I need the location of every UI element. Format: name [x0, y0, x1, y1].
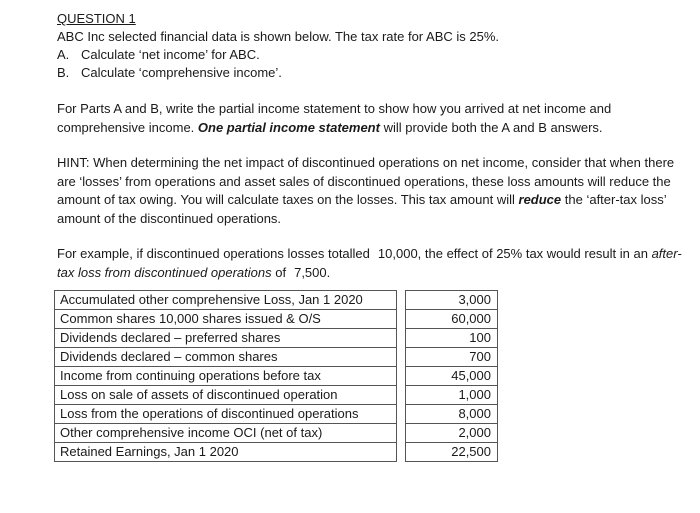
question-document [57, 10, 687, 462]
table-row [55, 443, 498, 462]
hint-text-before: HINT: When determining the net impact of discontinued operations on net income, consider that when there are ‘losses’ from operations and asset sales of discontinued operations, these loss amounts will reduce the amount of tax owing. You will calculate taxes on the losses. This tax amount will [57, 155, 675, 207]
row-label: Income from continuing operations before tax [55, 367, 397, 386]
row-label: Dividends declared – common shares [55, 348, 397, 367]
row-value: 100 [406, 329, 498, 348]
part-a-marker: A. [57, 47, 70, 62]
instructions-text-before: For Parts A and B, write the partial income statement to show how you arrived at net income and comprehensive income. [57, 101, 612, 135]
row-value: 3,000 [406, 291, 498, 310]
table-row [55, 348, 498, 367]
instructions-emphasis: One partial income statement [197, 119, 380, 135]
row-value: 1,000 [406, 386, 498, 405]
example-text-of: of [271, 264, 287, 280]
column-spacer [397, 367, 406, 386]
question-title: QUESTION 1 [57, 11, 136, 26]
part-b [57, 64, 687, 82]
hint-paragraph [57, 154, 687, 228]
column-spacer [397, 329, 406, 348]
part-a [57, 46, 687, 64]
row-label: Common shares 10,000 shares issued & O/S [55, 310, 397, 329]
row-value: 8,000 [406, 405, 498, 424]
row-label: Dividends declared – preferred shares [55, 329, 397, 348]
table-row [55, 405, 498, 424]
table-row [55, 367, 498, 386]
example-text-middle: , the effect of 25% tax would result in an [417, 246, 652, 261]
financial-data-table [54, 290, 498, 462]
row-value: 2,000 [406, 424, 498, 443]
table-row [55, 424, 498, 443]
example-text-before: For example, if discontinued operations losses totalled [57, 246, 370, 261]
table-row [55, 310, 498, 329]
row-label: Accumulated other comprehensive Loss, Jan 1 2020 [55, 291, 397, 310]
table-row [55, 291, 498, 310]
column-spacer [397, 405, 406, 424]
instructions-text-after: will provide both the A and B answers. [379, 119, 603, 135]
row-value: 22,500 [406, 443, 498, 462]
example-paragraph [57, 245, 687, 282]
intro-text: ABC Inc selected financial data is shown below. The tax rate for ABC is 25%. [57, 29, 499, 44]
part-a-text: Calculate ‘net income’ for ABC. [81, 47, 260, 62]
row-label: Loss on sale of assets of discontinued operation [55, 386, 397, 405]
example-result-amount: 7,500. [294, 264, 331, 280]
example-amount: 10,000 [377, 246, 418, 261]
table-row [55, 329, 498, 348]
row-label: Other comprehensive income OCI (net of tax) [55, 424, 397, 443]
row-value: 700 [406, 348, 498, 367]
row-value: 45,000 [406, 367, 498, 386]
column-spacer [397, 386, 406, 405]
column-spacer [397, 443, 406, 462]
financial-data-table-body [55, 291, 498, 462]
column-spacer [397, 348, 406, 367]
hint-text-after: the ‘after-tax loss’ amount of the discontinued operations. [57, 192, 667, 226]
hint-emphasis: reduce [518, 192, 562, 207]
row-label: Loss from the operations of discontinued operations [55, 405, 397, 424]
instructions-paragraph [57, 100, 687, 137]
part-b-marker: B. [57, 65, 70, 80]
column-spacer [397, 291, 406, 310]
row-label: Retained Earnings, Jan 1 2020 [55, 443, 397, 462]
column-spacer [397, 310, 406, 329]
example-emphasis: after-tax loss from discontinued operations [57, 246, 682, 280]
column-spacer [397, 424, 406, 443]
row-value: 60,000 [406, 310, 498, 329]
part-b-text: Calculate ‘comprehensive income’. [81, 65, 282, 80]
table-row [55, 386, 498, 405]
